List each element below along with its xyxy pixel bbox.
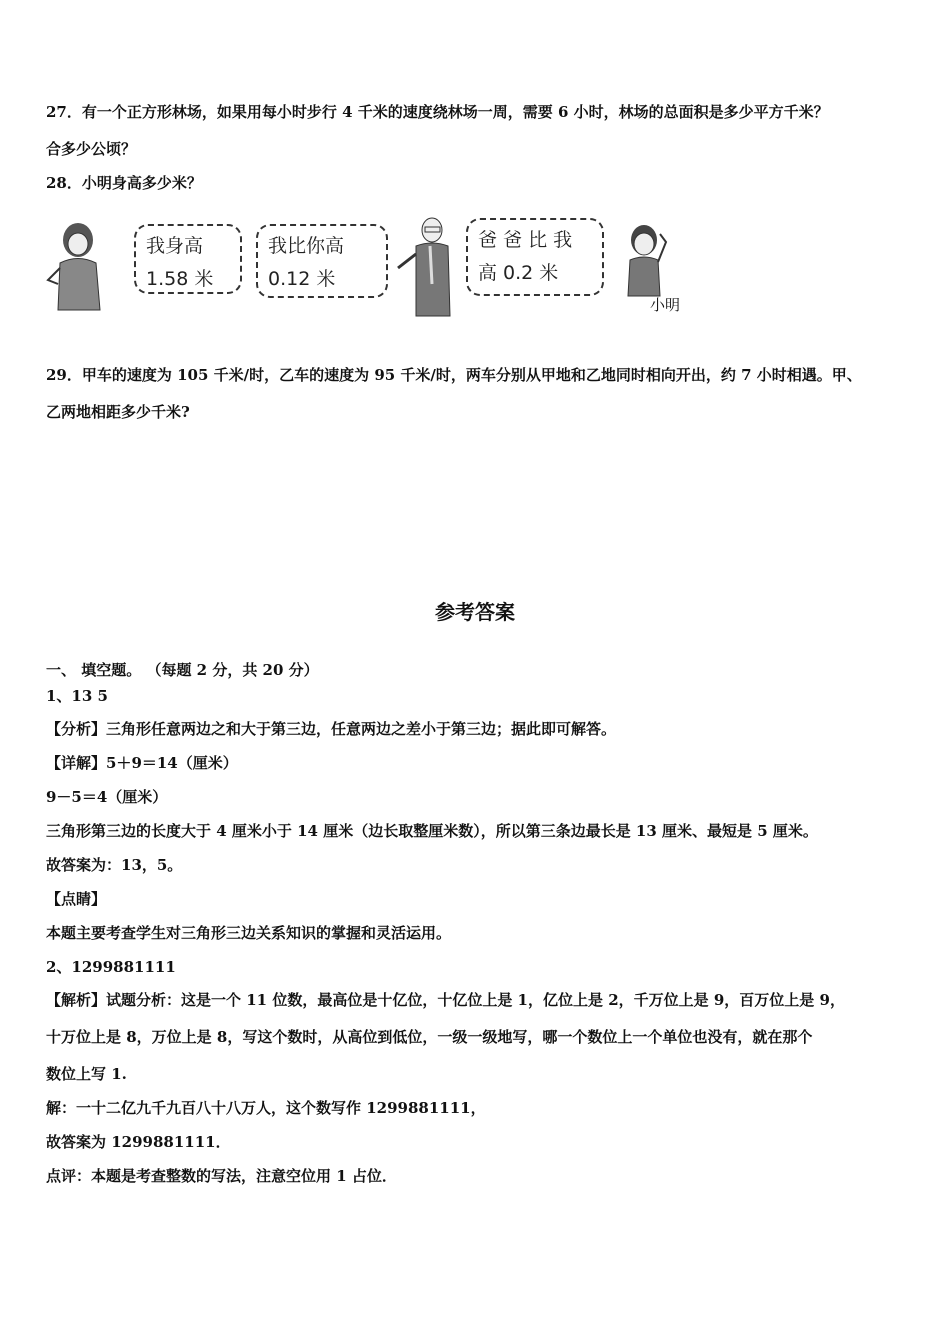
bubble-xiaoming-line1: 爸 爸 比 我	[478, 229, 573, 251]
answer1-point: 本题主要考查学生对三角形三边关系知识的掌握和灵活运用。	[46, 924, 452, 942]
answer1-analysis: 【分析】三角形任意两边之和大于第三边，任意两边之差小于第三边；据此即可解答。	[46, 720, 617, 738]
answer1-text: 三角形第三边的长度大于 4 厘米小于 14 厘米（边长取整厘米数），所以第三条边最长是 13 厘米、最短是 5 厘米。	[46, 822, 818, 840]
bubble-father-line2: 0.12 米	[268, 268, 336, 290]
answer2-head: 2、1299881111	[46, 958, 176, 976]
section1-heading: 一、 填空题。 （每题 2 分，共 20 分）	[46, 661, 319, 679]
xiaoming-label: 小明	[650, 296, 681, 314]
bubble-woman-line2: 1.58 米	[146, 268, 214, 290]
answer1-point-head: 【点睛】	[46, 890, 107, 908]
bubble-xiaoming-line2: 高 0.2 米	[478, 262, 559, 284]
answer1-calc2: 9－5＝4（厘米）	[46, 788, 168, 806]
answer2-solution: 解：一十二亿九千九百八十八万人，这个数写作 1299881111，	[46, 1099, 486, 1117]
answers-title: 参考答案	[435, 600, 515, 624]
bubble-father-line1: 我比你高	[268, 235, 345, 257]
answer1-answer: 故答案为：13，5。	[46, 856, 183, 874]
bubble-woman-line1: 我身高	[146, 235, 204, 257]
answer2-analysis-3: 数位上写 1.	[46, 1065, 127, 1083]
answer2-analysis-1: 【解析】试题分析：这是一个 11 位数，最高位是十亿位，十亿位上是 1，亿位上是 2，千万位上是 9，百万位上是 9，	[46, 991, 845, 1009]
answer1-head: 1、13 5	[46, 687, 108, 705]
father-illustration	[396, 214, 466, 319]
speech-bubble-xiaoming	[466, 218, 604, 296]
q29-line1: 29．甲车的速度为 105 千米/时，乙车的速度为 95 千米/时，两车分别从甲地和乙地同时相向开出，约 7 小时相遇。甲、	[46, 366, 862, 384]
speech-bubble-woman	[134, 224, 242, 294]
answer2-answer: 故答案为 1299881111．	[46, 1133, 231, 1151]
answer1-detail: 【详解】5＋9＝14（厘米）	[46, 754, 238, 772]
xiaoming-illustration	[616, 220, 676, 300]
speech-bubble-father	[256, 224, 388, 298]
woman-illustration	[46, 218, 116, 313]
q28-figure	[46, 210, 706, 325]
answer2-comment: 点评：本题是考查整数的写法，注意空位用 1 占位．	[46, 1167, 397, 1185]
q29-line2: 乙两地相距多少千米?	[46, 403, 190, 421]
q28-line1: 28．小明身高多少米？	[46, 174, 202, 192]
q27-line2: 合多少公顷？	[46, 140, 137, 158]
answer2-analysis-2: 十万位上是 8，万位上是 8，写这个数时，从高位到低位，一级一级地写，哪一个数位上一个单位也没有，就在那个	[46, 1028, 813, 1046]
q27-line1: 27．有一个正方形林场，如果用每小时步行 4 千米的速度绕林场一周，需要 6 小时，林场的总面积是多少平方千米？	[46, 103, 829, 121]
